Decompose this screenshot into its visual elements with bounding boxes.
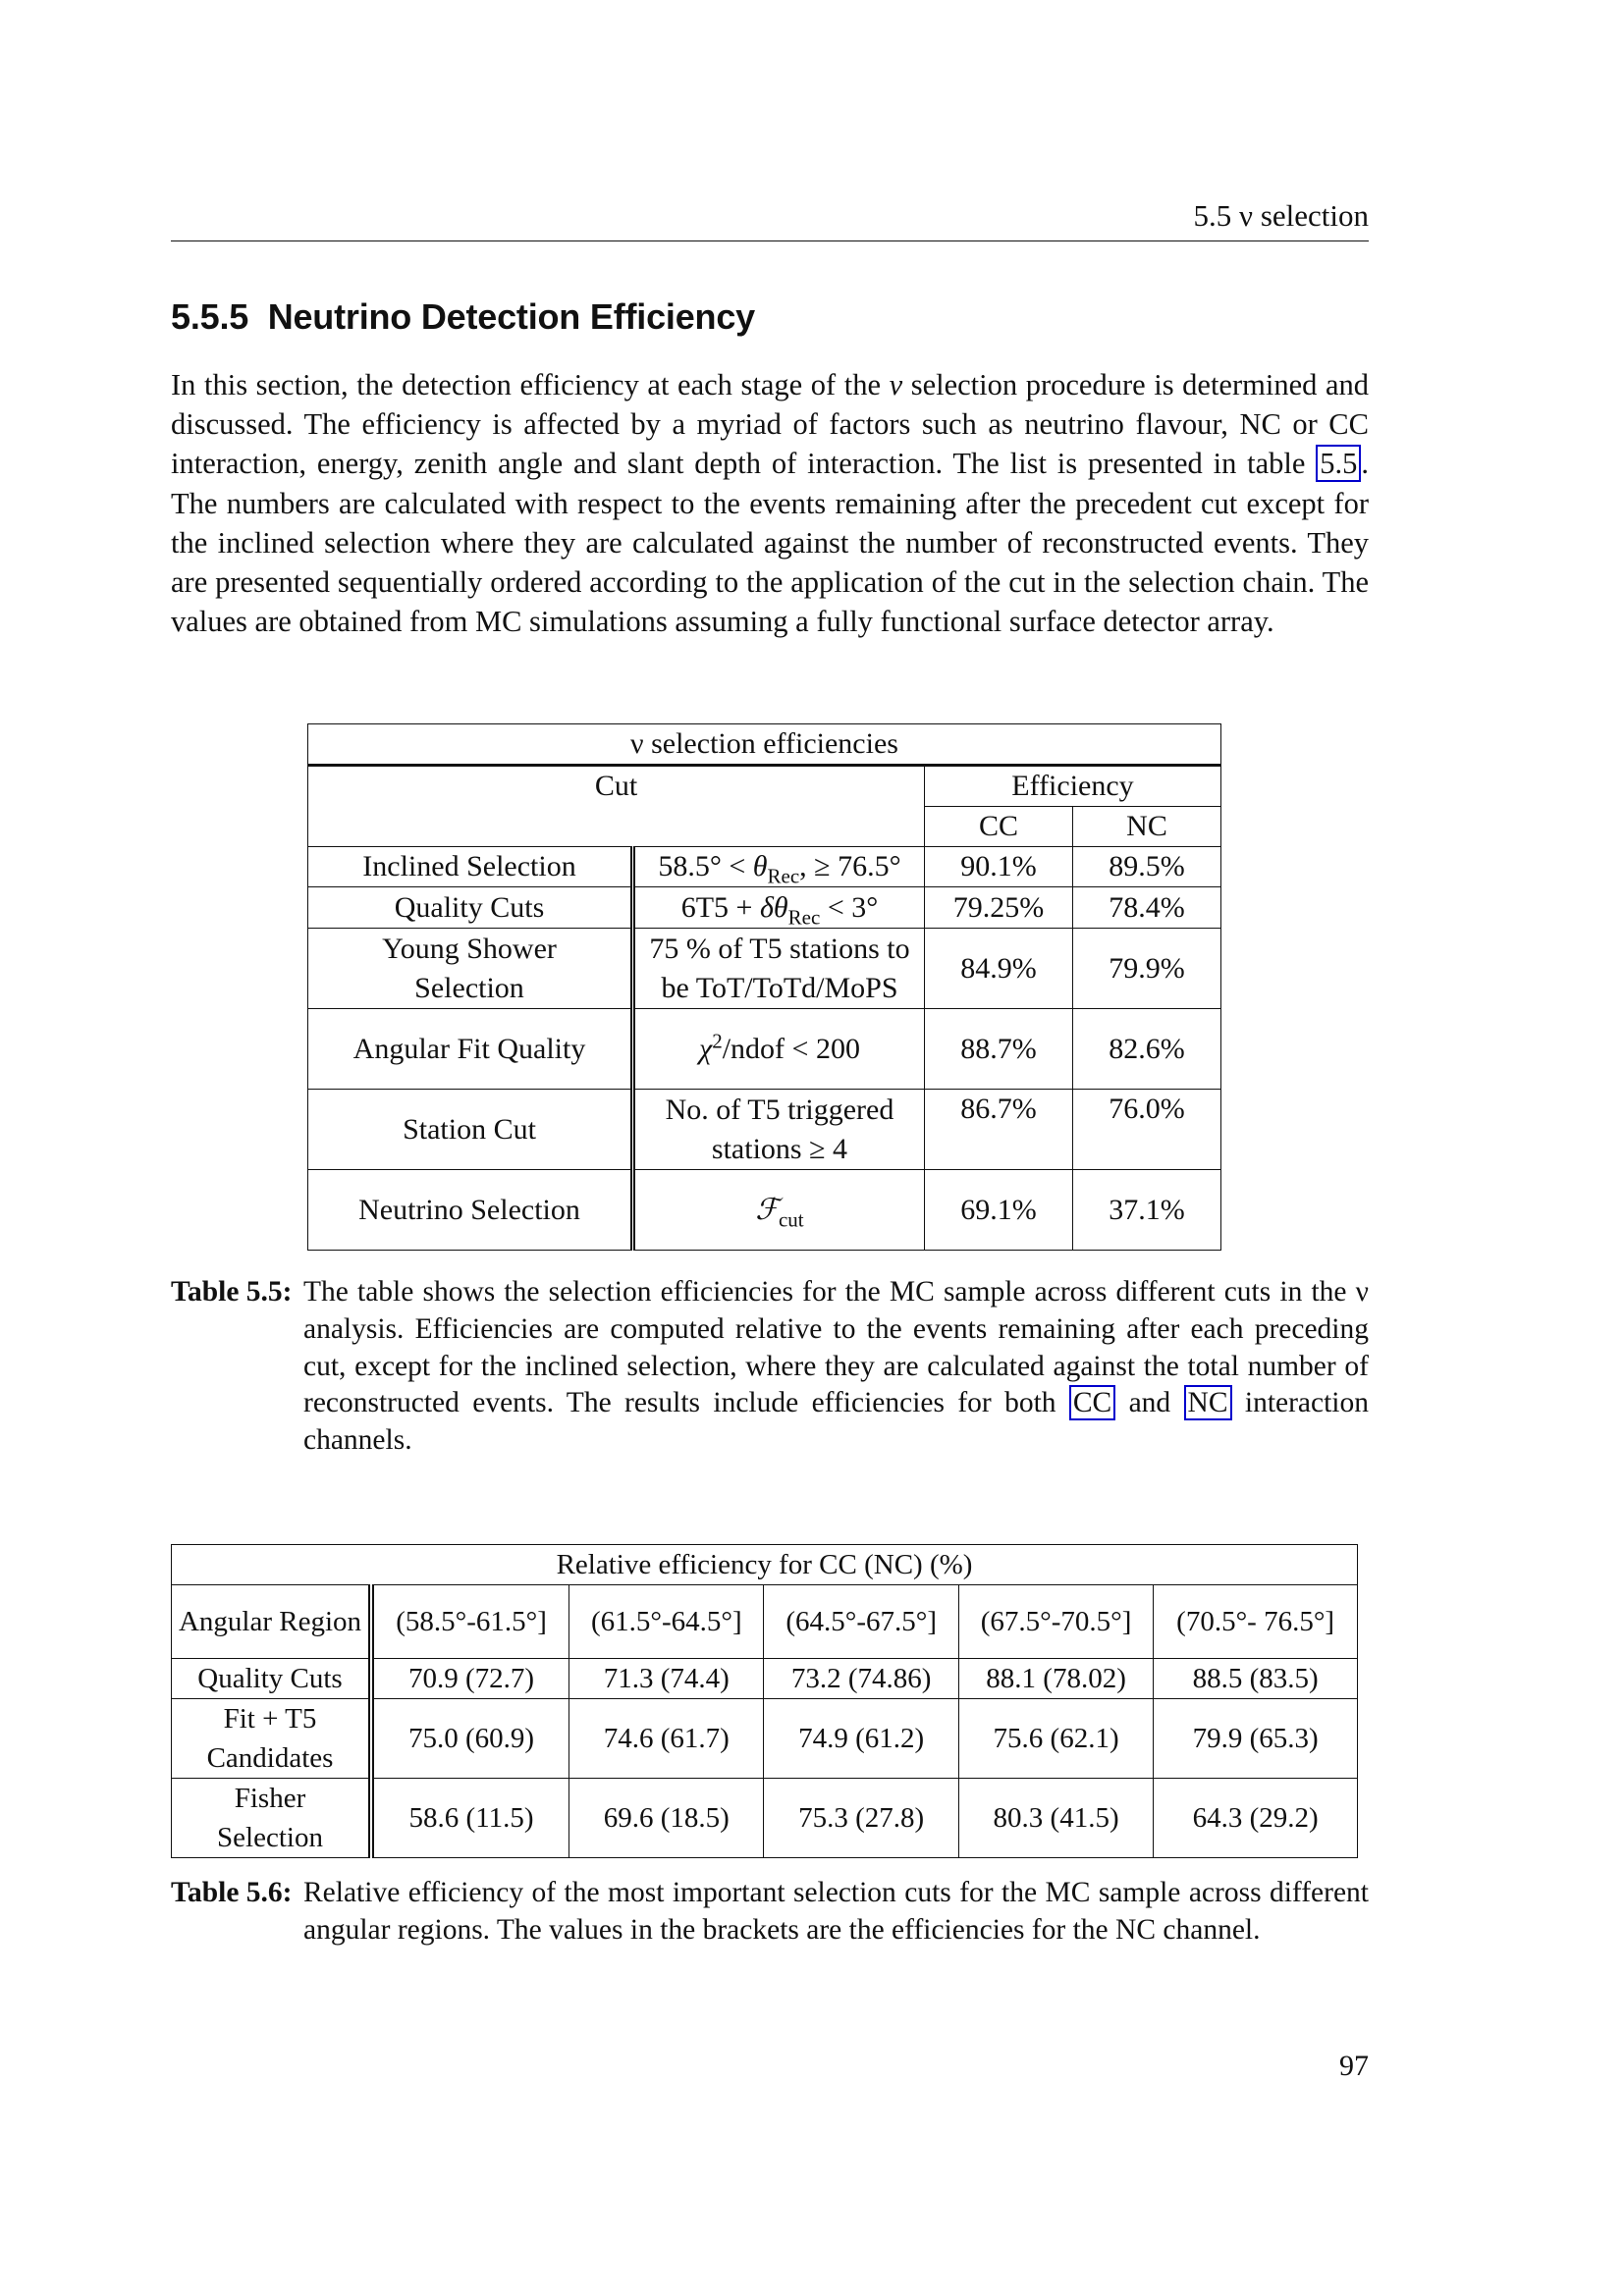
caption-label: Table 5.5: <box>171 1276 293 1308</box>
page-number: 97 <box>1339 2050 1369 2082</box>
body-text-3: . The numbers are calculated with respect to the events remaining after the precedent cut except for the inclined selection where they are calculated against the number of reconstructed events. They are presented sequentially ordered according to the application of the cut in the selection chain. The values are obtained from MC simulations assuming a fully functional surface detector array. <box>171 447 1369 639</box>
cut-criterion: $58.5^\circ < \theta_{Rec}$, ≥ 76.5° <box>633 847 925 887</box>
cc-link[interactable]: CC <box>1069 1385 1115 1420</box>
relative-efficiency-table <box>171 1544 1358 1858</box>
cc-efficiency: 84.9% <box>925 929 1073 1009</box>
body-text-1: In this section, the detection efficiency at each stage of the <box>171 368 890 401</box>
angular-region-header: (70.5°- 76.5°] <box>1154 1585 1358 1659</box>
caption-text: Relative efficiency of the most important selection cuts for the MC sample across different angular regions. The values in the brackets are the efficiencies for the NC channel. <box>303 1877 1369 1946</box>
table1-header-nc: NC <box>1073 807 1221 847</box>
section-title <box>171 294 755 340</box>
efficiency-value: 70.9 (72.7) <box>371 1659 569 1699</box>
efficiency-value: 74.6 (61.7) <box>569 1699 764 1779</box>
cc-efficiency: 79.25% <box>925 887 1073 929</box>
selection-efficiency-table <box>307 723 1221 1251</box>
table2-row-header: Angular Region <box>172 1585 372 1659</box>
efficiency-value: 69.6 (18.5) <box>569 1779 764 1858</box>
table2-title: Relative efficiency for CC (NC) (%) <box>172 1545 1358 1585</box>
angular-region-header: (67.5°-70.5°] <box>958 1585 1153 1659</box>
table1-row <box>308 1090 1221 1170</box>
nc-efficiency: 79.9% <box>1073 929 1221 1009</box>
efficiency-value: 58.6 (11.5) <box>371 1779 569 1858</box>
cut-name: Young Shower Selection <box>308 929 633 1009</box>
cut-criterion: $6T5 + \delta\theta_{Rec} < 3^\circ$ <box>633 887 925 929</box>
efficiency-value: 73.2 (74.86) <box>764 1659 958 1699</box>
cut-name: Neutrino Selection <box>308 1170 633 1251</box>
nc-link[interactable]: NC <box>1184 1385 1232 1420</box>
table-5-6-caption <box>171 1875 1369 1949</box>
cut-name: Inclined Selection <box>308 847 633 887</box>
cut-name: Fisher Selection <box>172 1779 372 1858</box>
efficiency-value: 74.9 (61.2) <box>764 1699 958 1779</box>
angular-region-header: (58.5°-61.5°] <box>371 1585 569 1659</box>
efficiency-value: 79.9 (65.3) <box>1154 1699 1358 1779</box>
body-paragraph <box>171 365 1369 641</box>
table1-row <box>308 847 1221 887</box>
running-head: 5.5 ν selection <box>1193 198 1369 233</box>
caption-text-end: interaction channels. <box>303 1387 1370 1457</box>
nc-efficiency: 78.4% <box>1073 887 1221 929</box>
cut-criterion: No. of T5 triggered stations ≥ 4 <box>633 1090 925 1170</box>
cc-efficiency: 69.1% <box>925 1170 1073 1251</box>
efficiency-value: 71.3 (74.4) <box>569 1659 764 1699</box>
cc-efficiency: 86.7% <box>925 1090 1073 1170</box>
cut-name: Station Cut <box>308 1090 633 1170</box>
caption-text: The table shows the selection efficiencies for the MC sample across different cuts in the ν analysis. Efficiencies are computed relative to the events remaining after each preceding cut, except for the inclined selection, where they are calculated against the total number of reconstructed events. The results include efficiencies for both <box>303 1276 1369 1419</box>
cc-efficiency: 90.1% <box>925 847 1073 887</box>
cut-name: Fit + T5 Candidates <box>172 1699 372 1779</box>
table1-header-efficiency: Efficiency <box>925 766 1221 807</box>
table1-row <box>308 1009 1221 1090</box>
cut-criterion: ℱ$_{cut}$ <box>633 1170 925 1251</box>
nc-efficiency: 82.6% <box>1073 1009 1221 1090</box>
table1-row <box>308 929 1221 1009</box>
efficiency-value: 75.3 (27.8) <box>764 1779 958 1858</box>
table1-row <box>308 887 1221 929</box>
cut-name: Quality Cuts <box>308 887 633 929</box>
efficiency-value: 88.1 (78.02) <box>958 1659 1153 1699</box>
nc-efficiency: 37.1% <box>1073 1170 1221 1251</box>
nu-symbol: ν <box>889 368 903 401</box>
body-text-2: selection procedure is determined and discussed. The efficiency is affected by a myriad of factors such as neutrino flavour, NC or CC interaction, energy, zenith angle and slant depth of interaction. The list is presented in table <box>171 368 1369 481</box>
efficiency-value: 80.3 (41.5) <box>958 1779 1153 1858</box>
table-ref-link[interactable]: 5.5 <box>1316 445 1361 482</box>
angular-region-header: (64.5°-67.5°] <box>764 1585 958 1659</box>
table2-row <box>172 1699 1358 1779</box>
table1-title: ν selection efficiencies <box>308 724 1221 766</box>
table1-row <box>308 1170 1221 1251</box>
header-rule <box>171 240 1369 241</box>
section-title-text: Neutrino Detection Efficiency <box>267 296 755 337</box>
cut-criterion: $\chi^2$/ndof < 200 <box>633 1009 925 1090</box>
efficiency-value: 88.5 (83.5) <box>1154 1659 1358 1699</box>
cut-name: Quality Cuts <box>172 1659 372 1699</box>
cut-criterion: 75 % of T5 stations to be ToT/ToTd/MoPS <box>633 929 925 1009</box>
cut-name: Angular Fit Quality <box>308 1009 633 1090</box>
efficiency-value: 75.0 (60.9) <box>371 1699 569 1779</box>
cc-efficiency: 88.7% <box>925 1009 1073 1090</box>
section-number: 5.5.5 <box>171 296 249 337</box>
table1-header-cc: CC <box>925 807 1073 847</box>
nc-efficiency: 76.0% <box>1073 1090 1221 1170</box>
table2-row <box>172 1779 1358 1858</box>
efficiency-value: 75.6 (62.1) <box>958 1699 1153 1779</box>
angular-region-header: (61.5°-64.5°] <box>569 1585 764 1659</box>
nc-efficiency: 89.5% <box>1073 847 1221 887</box>
caption-text-mid: and <box>1115 1387 1184 1419</box>
table-5-5-caption <box>171 1274 1369 1460</box>
table1-header-cut: Cut <box>308 766 925 847</box>
table2-row <box>172 1659 1358 1699</box>
caption-label: Table 5.6: <box>171 1877 293 1908</box>
efficiency-value: 64.3 (29.2) <box>1154 1779 1358 1858</box>
